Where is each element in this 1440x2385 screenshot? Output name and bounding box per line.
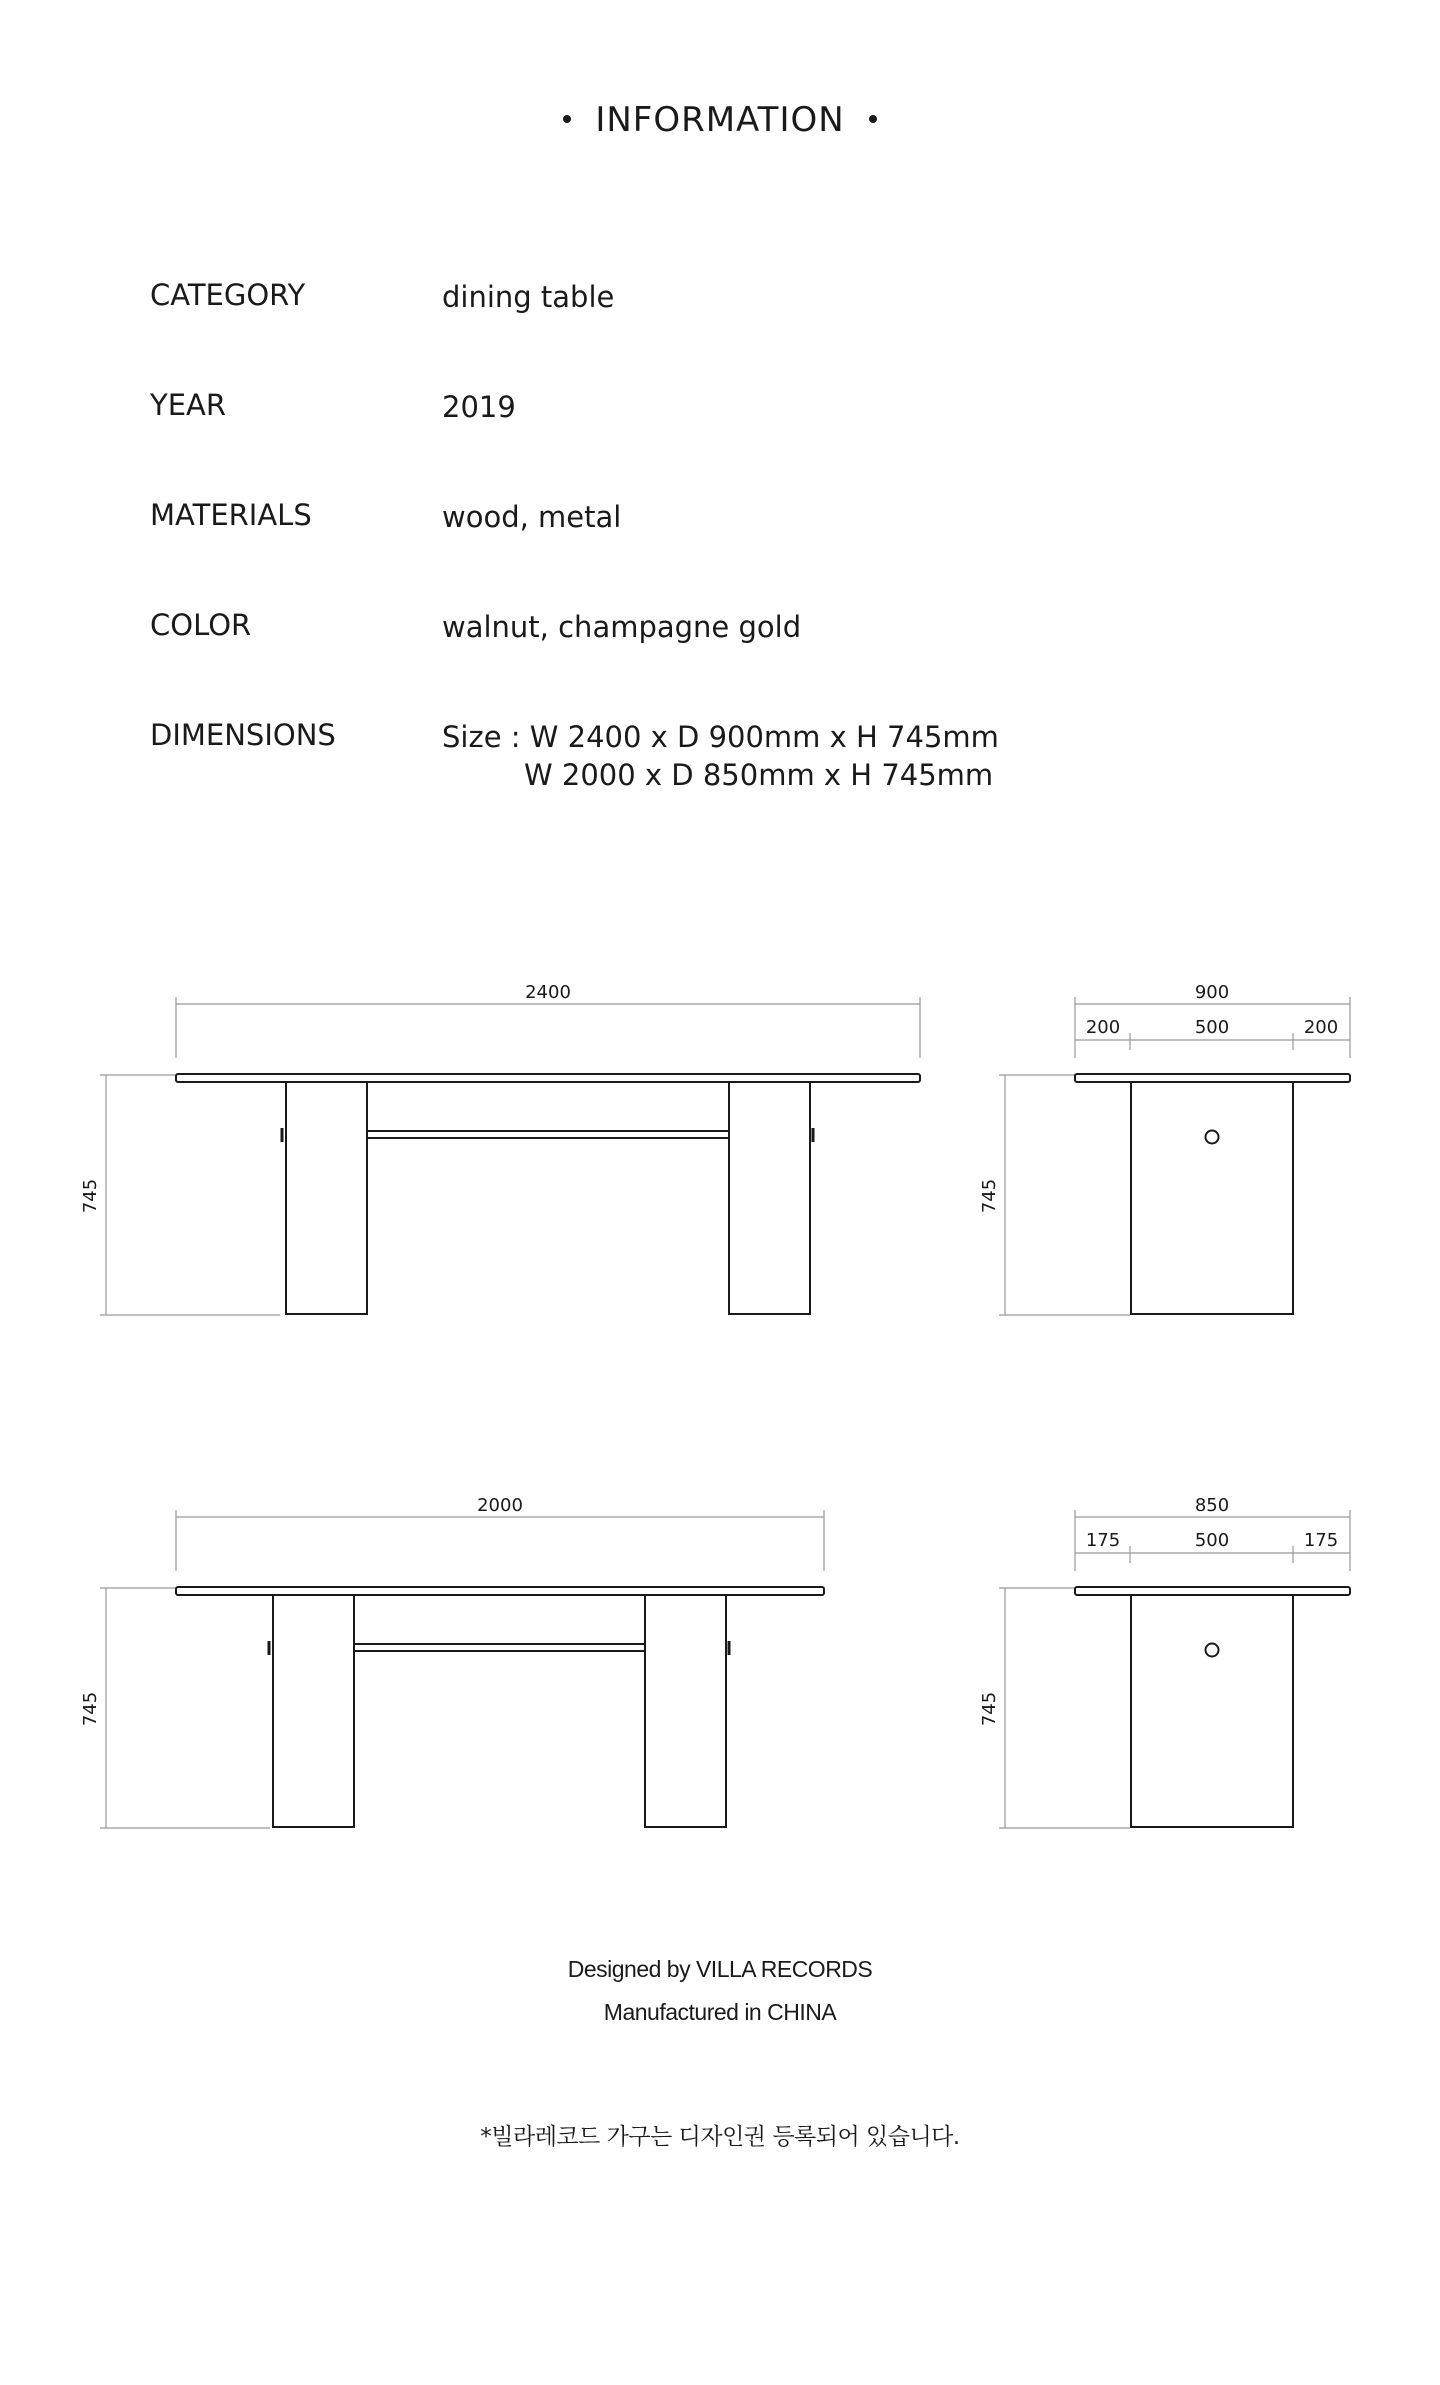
side-view-dimension-lines <box>999 997 1350 1315</box>
spec-value-materials: wood, metal <box>442 500 622 534</box>
dimensions-line-1: Size : W 2400 x D 900mm x H 745mm <box>442 720 999 754</box>
spec-row-color <box>150 608 1250 648</box>
manufactured-in-text: Manufactured in CHINA <box>603 1999 837 2025</box>
front-width-label: 2000 <box>477 1495 523 1516</box>
side-segment-right: 175 <box>1303 1530 1339 1551</box>
side-view-dimension-lines <box>999 1510 1350 1828</box>
spec-value-dimensions <box>442 718 999 794</box>
side-depth-label: 850 <box>1194 1495 1230 1516</box>
drawing-large-table <box>0 960 1440 1330</box>
side-view-table <box>1075 1587 1350 1827</box>
page-title <box>0 100 1440 140</box>
spec-label-materials: MATERIALS <box>150 498 312 532</box>
spec-label-category: CATEGORY <box>150 278 306 312</box>
spec-value-color: walnut, champagne gold <box>442 610 802 644</box>
side-view-table <box>1075 1074 1350 1314</box>
side-segment-right: 200 <box>1303 1017 1339 1038</box>
spec-label-dimensions: DIMENSIONS <box>150 718 336 752</box>
page-title-text: INFORMATION <box>595 100 845 140</box>
front-width-label: 2400 <box>525 982 571 1003</box>
spec-row-category <box>150 278 1250 318</box>
bullet-dot-left <box>563 115 571 123</box>
side-segment-middle: 500 <box>1194 1017 1230 1038</box>
spec-label-year: YEAR <box>150 388 227 422</box>
side-height-label: 745 <box>979 1178 1000 1214</box>
front-height-label: 745 <box>80 1691 101 1727</box>
credits <box>0 1948 1440 2034</box>
design-registration-note: *빌라레코드 가구는 디자인권 등록되어 있습니다. <box>480 2124 960 2150</box>
front-height-label: 745 <box>80 1178 101 1214</box>
front-view-table <box>176 1587 824 1827</box>
spec-label-color: COLOR <box>150 608 252 642</box>
dimensions-line-2: W 2000 x D 850mm x H 745mm <box>524 758 994 792</box>
spec-row-materials <box>150 498 1250 538</box>
side-segment-left: 200 <box>1085 1017 1121 1038</box>
side-segment-left: 175 <box>1085 1530 1121 1551</box>
designed-by-text: Designed by VILLA RECORDS <box>567 1956 873 1982</box>
spec-value-category: dining table <box>442 280 615 314</box>
front-view-dimension-lines <box>100 1510 824 1828</box>
bullet-dot-right <box>869 115 877 123</box>
side-depth-label: 900 <box>1194 982 1230 1003</box>
spec-row-year <box>150 388 1250 428</box>
side-height-label: 745 <box>979 1691 1000 1727</box>
spec-value-year: 2019 <box>442 390 516 424</box>
front-view-dimension-lines <box>100 997 920 1315</box>
front-view-table <box>176 1074 920 1314</box>
side-segment-middle: 500 <box>1194 1530 1230 1551</box>
drawing-small-table <box>0 1473 1440 1843</box>
spec-row-dimensions <box>150 718 1250 798</box>
